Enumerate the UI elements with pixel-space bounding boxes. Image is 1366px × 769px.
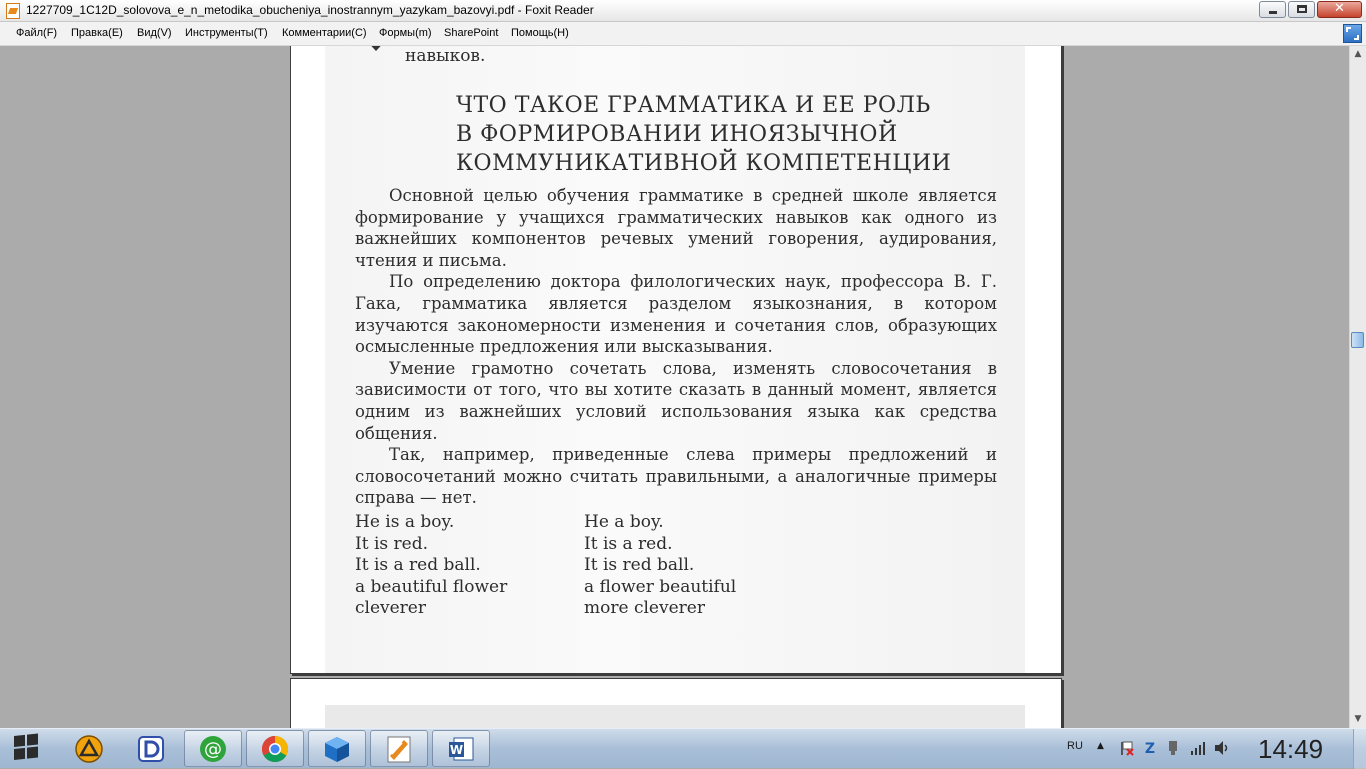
example-row xyxy=(355,512,815,534)
tray-punto-icon[interactable] xyxy=(1142,740,1158,756)
incorrect-example: It is a red. xyxy=(584,533,673,554)
example-row xyxy=(355,555,815,577)
mail-agent-icon xyxy=(198,734,228,764)
section-heading xyxy=(456,91,996,178)
menu-tools[interactable]: Инструменты(T) xyxy=(185,27,268,39)
system-clock[interactable]: 14:49 xyxy=(1258,734,1324,764)
menu-comments[interactable]: Комментарии(C) xyxy=(282,27,367,39)
word-icon xyxy=(446,734,476,764)
document-viewport[interactable] xyxy=(0,46,1349,728)
restore-icon xyxy=(1297,5,1307,13)
page-scan xyxy=(325,705,1025,728)
incorrect-example: He a boy. xyxy=(584,512,664,532)
scrollbar-thumb[interactable] xyxy=(1351,332,1364,348)
fullscreen-button[interactable] xyxy=(1343,24,1362,43)
pdf-page-next xyxy=(290,678,1062,728)
menu-sharepoint[interactable]: SharePoint xyxy=(444,27,499,39)
aimp-icon xyxy=(74,734,104,764)
maximize-button[interactable] xyxy=(1288,1,1315,18)
tray-flag-icon[interactable] xyxy=(1118,740,1134,756)
svg-text:Z: Z xyxy=(1144,741,1156,756)
heading-line: ЧТО ТАКОЕ ГРАММАТИКА И ЕЕ РОЛЬ xyxy=(456,93,931,118)
tray-safe-remove-icon[interactable] xyxy=(1165,740,1181,756)
menu-file[interactable]: Файл(F) xyxy=(16,27,58,39)
minimize-button[interactable] xyxy=(1259,1,1286,18)
tray-expand-icon[interactable]: ▲ xyxy=(1097,741,1104,751)
menu-edit[interactable]: Правка(E) xyxy=(71,27,123,39)
window-title: 1227709_1C12D_solovova_e_n_metodika_obucheniya_inostrannym_yazykam_bazovyi.pdf - Foxit Reader xyxy=(26,3,594,17)
intro-text-tail: навыков. xyxy=(405,46,486,66)
menu-view[interactable]: Вид(V) xyxy=(137,27,172,39)
foxit-reader-icon xyxy=(384,734,414,764)
pdf-page xyxy=(290,46,1062,674)
svg-text:W: W xyxy=(449,742,464,757)
scroll-down-arrow-icon[interactable]: ▼ xyxy=(1354,714,1362,724)
menu-help[interactable]: Помощь(H) xyxy=(511,27,569,39)
paragraph: По определению доктора филологических наук, профессора В. Г. Гака, грамматика является разделом языкознания, в котором изучаются закономерности изменения и сочетания слов, образующих осмысленные предложения или высказывания. xyxy=(355,272,997,357)
close-button[interactable] xyxy=(1317,1,1362,18)
diary-icon xyxy=(136,734,166,764)
vertical-scrollbar[interactable] xyxy=(1349,46,1366,728)
taskbar-word[interactable] xyxy=(432,730,490,767)
paragraph: Умение грамотно сочетать слова, изменять словосочетания в зависимости от того, что вы хотите сказать в данный момент, является одним из важнейших условий использования языка как средства общения. xyxy=(355,358,997,443)
title-bar xyxy=(0,0,1366,22)
example-row xyxy=(355,598,815,620)
taskbar-virtualbox[interactable] xyxy=(308,730,366,767)
start-button[interactable] xyxy=(4,731,48,767)
tray-network-icon[interactable] xyxy=(1190,740,1206,756)
virtualbox-icon xyxy=(322,734,352,764)
example-row xyxy=(355,534,815,556)
incorrect-example: It is red ball. xyxy=(584,555,695,575)
show-desktop-button[interactable] xyxy=(1353,729,1366,769)
close-icon: ✕ xyxy=(1334,1,1345,16)
taskbar-aimp[interactable] xyxy=(60,730,118,767)
correct-example: It is red. xyxy=(355,533,428,554)
minimize-icon xyxy=(1269,11,1277,14)
correct-example: He is a boy. xyxy=(355,512,455,532)
menu-bar xyxy=(0,22,1366,46)
taskbar-foxit-reader[interactable] xyxy=(370,730,428,767)
example-row xyxy=(355,577,815,599)
window-controls xyxy=(1259,1,1362,20)
paragraph: Основной целью обучения грамматике в средней школе является формирование у учащихся грамматических навыков как одного из важнейших компонентов речевых умений говорения, аудирования, чтения и письма. xyxy=(355,186,997,270)
example-list xyxy=(355,512,815,620)
correct-example: It is a red ball. xyxy=(355,555,481,575)
chrome-icon xyxy=(260,734,290,764)
body-text xyxy=(355,185,997,509)
correct-example: a beautiful flower xyxy=(355,576,508,597)
menu-forms[interactable]: Формы(m) xyxy=(379,27,432,39)
taskbar-diary[interactable] xyxy=(122,730,180,767)
taskbar-mail-agent[interactable] xyxy=(184,730,242,767)
section-marker-icon xyxy=(361,46,391,57)
paragraph: Так, например, приведенные слева примеры предложений и словосочетаний можно считать правильными, а аналогичные примеры справа — нет. xyxy=(355,445,997,508)
tray-volume-icon[interactable] xyxy=(1214,740,1230,756)
correct-example: cleverer xyxy=(355,598,426,618)
taskbar xyxy=(0,728,1366,768)
scroll-up-arrow-icon[interactable]: ▲ xyxy=(1354,49,1362,59)
foxit-app-icon xyxy=(6,3,20,19)
taskbar-chrome[interactable] xyxy=(246,730,304,767)
heading-line: КОММУНИКАТИВНОЙ КОМПЕТЕНЦИИ xyxy=(456,151,952,176)
language-indicator[interactable]: RU xyxy=(1067,740,1083,752)
svg-text:@: @ xyxy=(204,738,222,760)
heading-line: В ФОРМИРОВАНИИ ИНОЯЗЫЧНОЙ xyxy=(456,122,898,147)
incorrect-example: more cleverer xyxy=(584,598,705,618)
incorrect-example: a flower beautiful xyxy=(584,576,737,597)
